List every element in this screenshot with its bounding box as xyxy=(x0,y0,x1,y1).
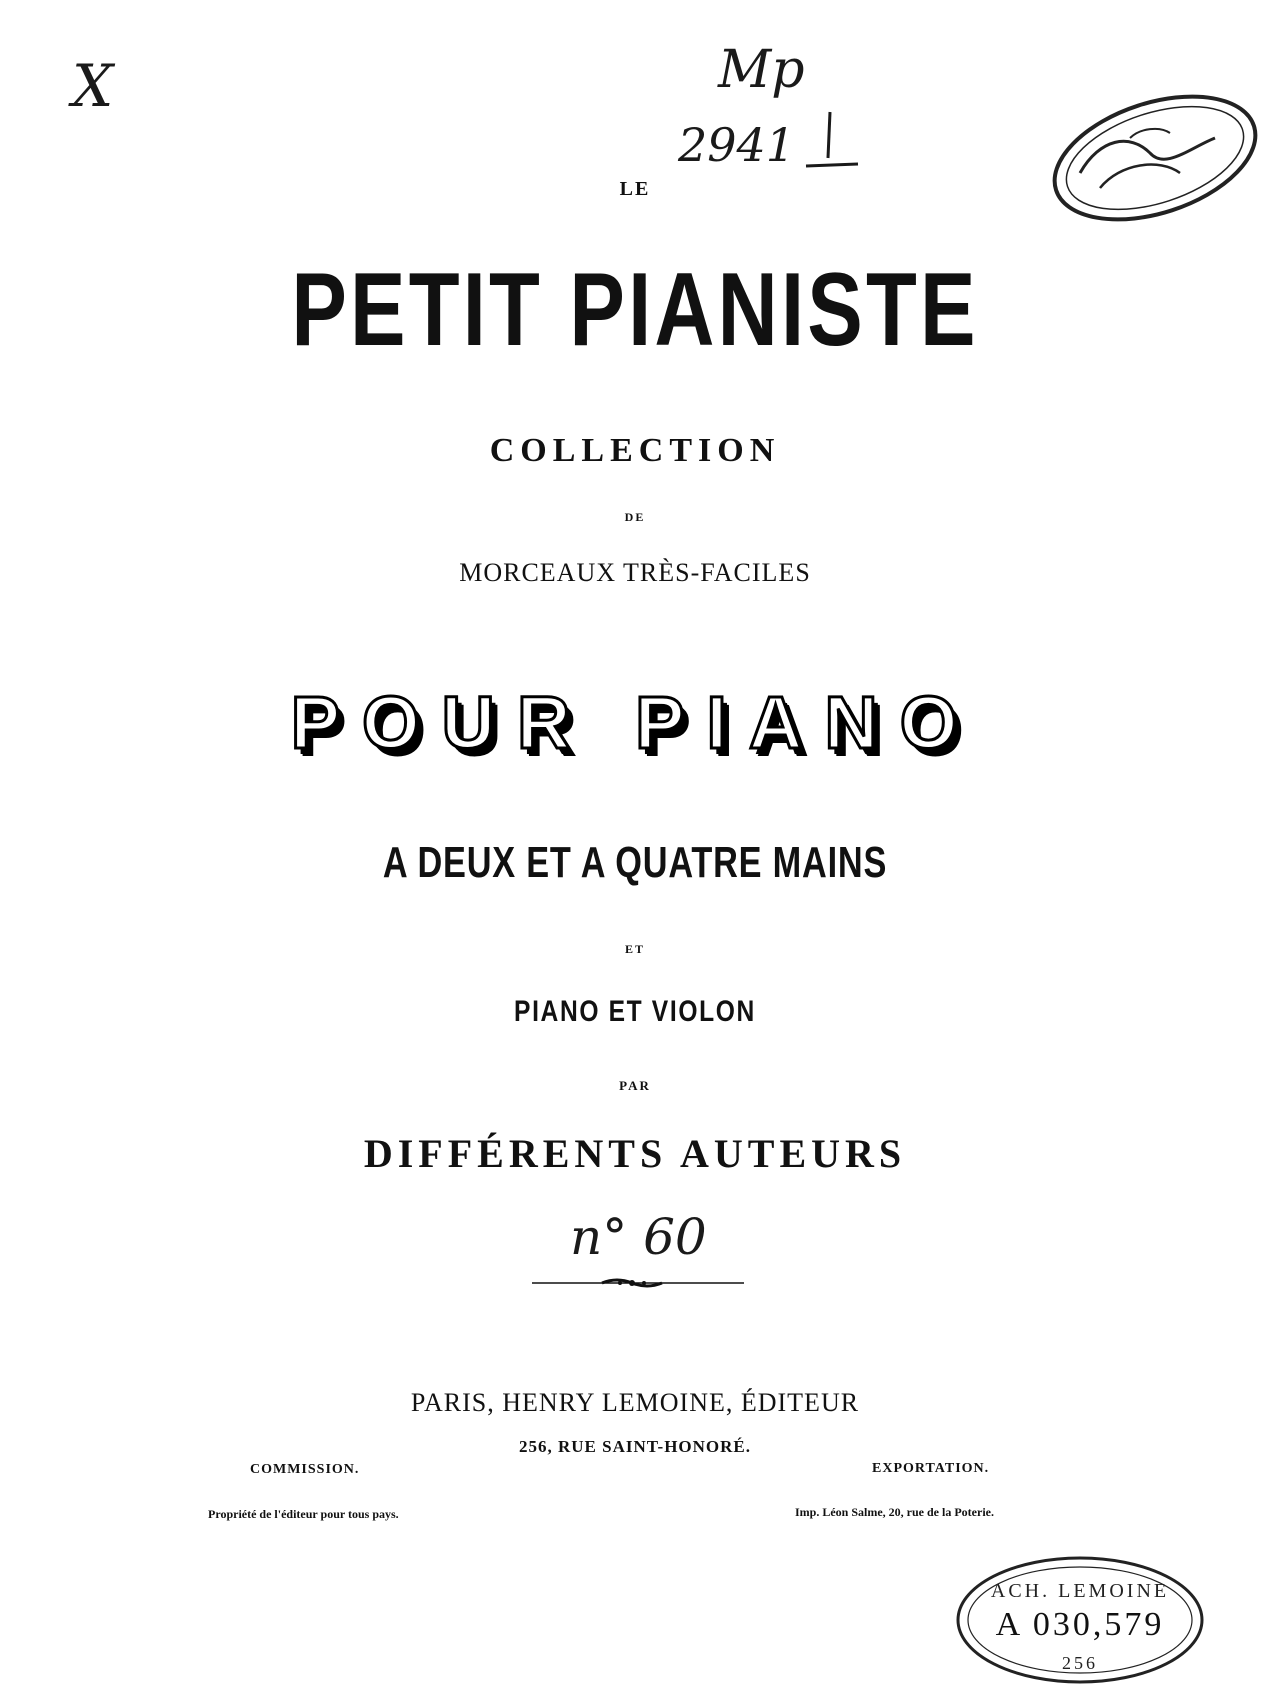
pour-piano-heading: POUR PIANO xyxy=(290,681,980,764)
piano-violon-heading: PIANO ET VIOLON xyxy=(514,995,756,1028)
ornamental-rule xyxy=(532,1273,744,1293)
exportation-label: EXPORTATION. xyxy=(872,1461,990,1476)
deux-mains-heading: A DEUX ET A QUATRE MAINS xyxy=(382,838,888,887)
handwritten-one-stroke xyxy=(800,110,860,180)
collection-heading: COLLECTION xyxy=(489,432,781,469)
stamp-text-bottom: 256 xyxy=(1062,1653,1098,1673)
handwritten-number-note: n° 60 xyxy=(570,1208,707,1266)
title-article: LE xyxy=(619,178,651,200)
connector-par: PAR xyxy=(619,1078,651,1093)
page-title: PETIT PIANISTE xyxy=(291,252,979,368)
handwritten-mark: X xyxy=(72,52,114,120)
property-notice: Propriété de l'éditeur pour tous pays. xyxy=(208,1507,399,1521)
handwritten-shelf-number: 2941 xyxy=(678,118,796,172)
commission-label: COMMISSION. xyxy=(250,1462,360,1477)
connector-de: DE xyxy=(624,510,646,524)
subtitle-morceaux: MORCEAUX TRÈS-FACILES xyxy=(459,558,811,587)
publisher-stamp-bottom xyxy=(930,1545,1210,1695)
connector-et: ET xyxy=(624,942,645,956)
stamp-text-top: ACH. LEMOINE xyxy=(990,1580,1170,1602)
publisher-line: PARIS, HENRY LEMOINE, ÉDITEUR xyxy=(410,1388,860,1417)
publisher-address: 256, RUE SAINT-HONORÉ. xyxy=(518,1437,752,1456)
authors-heading: DIFFÉRENTS AUTEURS xyxy=(363,1131,907,1176)
stamp-number: A 030,579 xyxy=(995,1606,1165,1643)
handwritten-shelfmark: Mp xyxy=(718,40,805,100)
printer-notice: Imp. Léon Salme, 20, rue de la Poterie. xyxy=(795,1505,994,1519)
library-stamp-top xyxy=(1040,78,1270,238)
